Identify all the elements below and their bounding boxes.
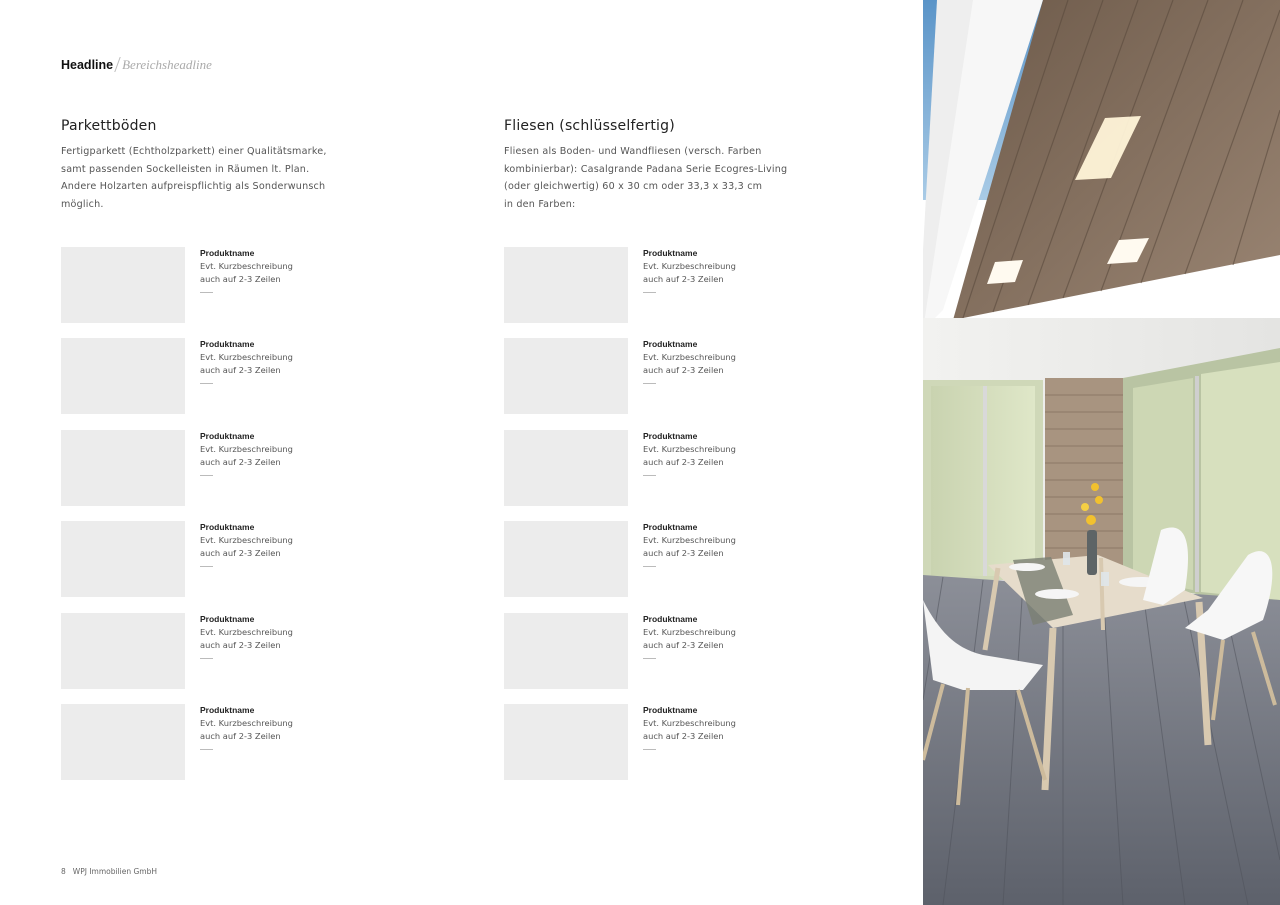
product-text — [643, 521, 736, 567]
product-rule — [643, 749, 656, 750]
page-number: 8 — [61, 867, 66, 876]
section-description: Fertigparkett (Echtholzparkett) einer Qualitätsmarke, samt passenden Sockelleisten in Räumen lt. Plan. Andere Holzarten aufpreispflichtig als Sonderwunsch möglich. — [61, 146, 327, 210]
product-description-line: auch auf 2-3 Zeilen — [643, 457, 724, 467]
product-image-placeholder — [61, 704, 185, 780]
product-description-line: Evt. Kurzbeschreibung — [200, 261, 293, 271]
product-image-placeholder — [61, 613, 185, 689]
product-description-line: Evt. Kurzbeschreibung — [200, 444, 293, 454]
product-image-placeholder — [504, 247, 628, 323]
product-name: Produktname — [200, 248, 255, 258]
header-divider — [114, 57, 120, 72]
terrace-photo — [923, 0, 1280, 905]
product-image-placeholder — [504, 338, 628, 414]
product-card — [504, 704, 764, 780]
page-footer — [61, 867, 157, 876]
product-description-line: Evt. Kurzbeschreibung — [200, 718, 293, 728]
product-text — [643, 338, 736, 384]
section-fliesen — [504, 118, 824, 213]
product-rule — [200, 658, 213, 659]
product-text — [643, 613, 736, 659]
product-name: Produktname — [643, 248, 698, 258]
product-name: Produktname — [200, 431, 255, 441]
product-description-line: auch auf 2-3 Zeilen — [200, 548, 281, 558]
section-title: Fliesen (schlüsselfertig) — [504, 118, 675, 134]
product-image-placeholder — [61, 247, 185, 323]
product-description-line: auch auf 2-3 Zeilen — [200, 457, 281, 467]
product-card — [61, 704, 321, 780]
product-description-line: auch auf 2-3 Zeilen — [643, 548, 724, 558]
product-rule — [643, 383, 656, 384]
product-card — [61, 613, 321, 689]
product-description-line: auch auf 2-3 Zeilen — [200, 274, 281, 284]
product-image-placeholder — [504, 521, 628, 597]
product-name: Produktname — [643, 705, 698, 715]
product-card — [504, 247, 764, 323]
product-description-line: Evt. Kurzbeschreibung — [643, 444, 736, 454]
product-description-line: auch auf 2-3 Zeilen — [200, 365, 281, 375]
product-name: Produktname — [643, 431, 698, 441]
product-name: Produktname — [200, 339, 255, 349]
product-name: Produktname — [643, 522, 698, 532]
product-description-line: auch auf 2-3 Zeilen — [643, 640, 724, 650]
section-headline: Bereichsheadline — [122, 57, 212, 72]
product-rule — [200, 383, 213, 384]
product-rule — [643, 658, 656, 659]
product-name: Produktname — [200, 522, 255, 532]
product-image-placeholder — [504, 613, 628, 689]
product-text — [643, 704, 736, 750]
product-name: Produktname — [200, 705, 255, 715]
product-rule — [200, 475, 213, 476]
product-description-line: Evt. Kurzbeschreibung — [643, 352, 736, 362]
product-description-line: Evt. Kurzbeschreibung — [200, 535, 293, 545]
product-rule — [643, 292, 656, 293]
product-description-line: auch auf 2-3 Zeilen — [200, 640, 281, 650]
product-rule — [200, 292, 213, 293]
product-card — [61, 247, 321, 323]
product-text — [643, 430, 736, 476]
product-description-line: Evt. Kurzbeschreibung — [643, 627, 736, 637]
product-card — [504, 338, 764, 414]
product-text — [200, 613, 293, 659]
section-parkett — [61, 118, 361, 213]
product-description-line: Evt. Kurzbeschreibung — [200, 627, 293, 637]
product-text — [200, 430, 293, 476]
product-description-line: auch auf 2-3 Zeilen — [643, 365, 724, 375]
product-description-line: auch auf 2-3 Zeilen — [643, 274, 724, 284]
product-rule — [200, 566, 213, 567]
product-text — [200, 521, 293, 567]
product-rule — [643, 475, 656, 476]
product-description-line: Evt. Kurzbeschreibung — [643, 718, 736, 728]
product-name: Produktname — [643, 614, 698, 624]
product-card — [61, 430, 321, 506]
product-card — [504, 430, 764, 506]
product-image-placeholder — [61, 521, 185, 597]
product-image-placeholder — [61, 430, 185, 506]
product-name: Produktname — [643, 339, 698, 349]
product-description-line: Evt. Kurzbeschreibung — [643, 535, 736, 545]
headline: Headline — [61, 58, 114, 72]
product-rule — [200, 749, 213, 750]
product-card — [504, 613, 764, 689]
product-rule — [643, 566, 656, 567]
product-name: Produktname — [200, 614, 255, 624]
product-image-placeholder — [504, 704, 628, 780]
product-description-line: Evt. Kurzbeschreibung — [200, 352, 293, 362]
company-name: WPJ Immobilien GmbH — [72, 867, 158, 876]
product-card — [504, 521, 764, 597]
product-text — [200, 247, 293, 293]
product-description-line: Evt. Kurzbeschreibung — [643, 261, 736, 271]
product-description-line: auch auf 2-3 Zeilen — [643, 731, 724, 741]
product-card — [61, 338, 321, 414]
product-image-placeholder — [61, 338, 185, 414]
section-title: Parkettböden — [61, 118, 157, 134]
page-header — [61, 57, 212, 73]
product-description-line: auch auf 2-3 Zeilen — [200, 731, 281, 741]
product-image-placeholder — [504, 430, 628, 506]
product-text — [200, 338, 293, 384]
section-description: Fliesen als Boden- und Wandfliesen (versch. Farben kombinierbar): Casalgrande Padana Serie Ecogres-Living (oder gleichwertig) 60 x 30 cm oder 33,3 x 33,3 cm in den Farben: — [504, 146, 788, 210]
product-text — [643, 247, 736, 293]
product-card — [61, 521, 321, 597]
product-text — [200, 704, 293, 750]
